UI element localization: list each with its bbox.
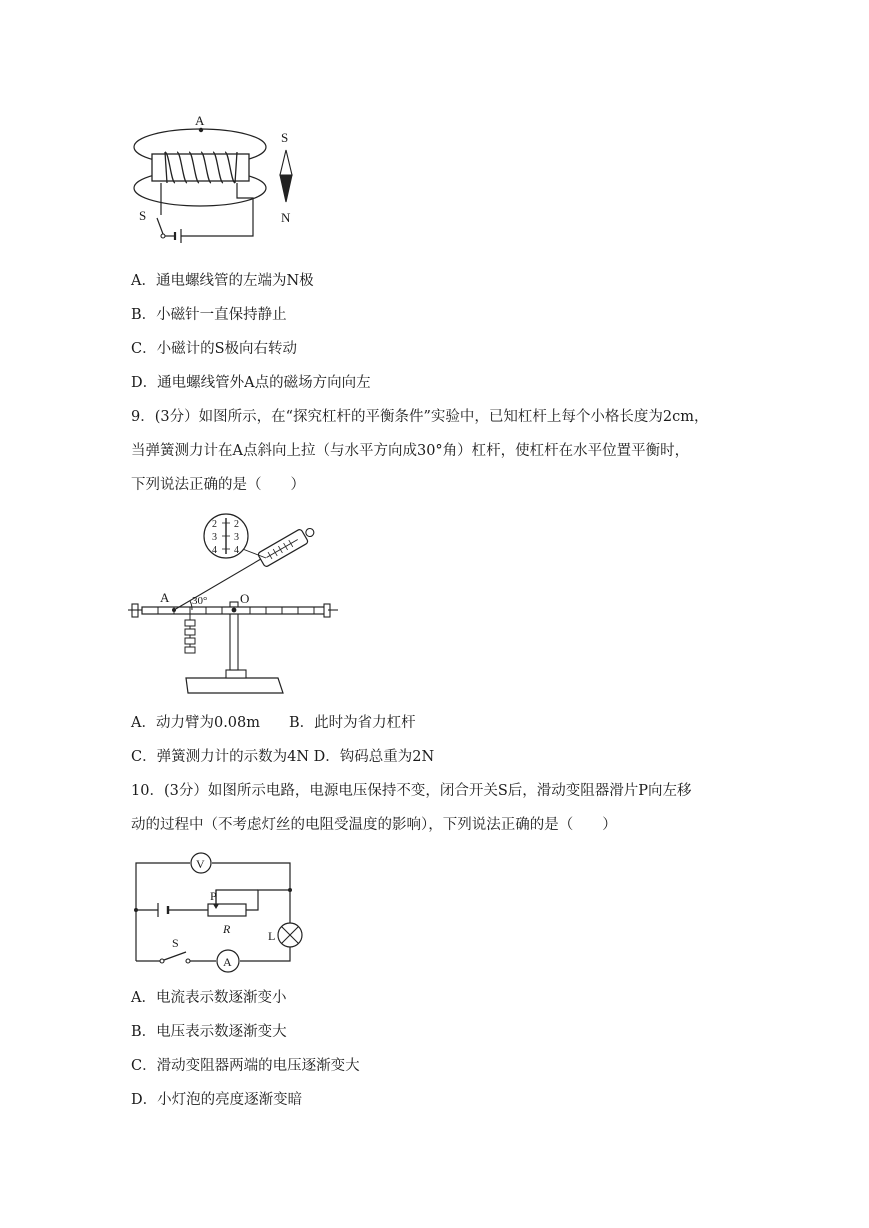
label-s-top: S [281,130,289,145]
switch-contact-left [160,959,164,963]
label-r: R [223,922,231,936]
needle-s-end [280,150,292,175]
q9-option-cd: C．弹簧测力计的示数为4N D．钩码总重为2N [131,749,435,765]
needle-n-end [280,175,292,202]
figure-solenoid [125,110,325,250]
q10-option-a: A．电流表示数逐渐变小 [131,990,287,1006]
label-n: N [281,210,291,225]
label-p: P [210,889,217,903]
label-l: L [268,929,276,943]
lever-diagram [128,508,338,698]
scale-right-4: 4 [234,545,239,556]
label-o: O [240,591,250,606]
q9-stem-line-2: 当弹簧测力计在A点斜向上拉（与水平方向成30°角）杠杆，使杠杆在水平位置平衡时， [131,443,690,459]
q10-option-b: B．电压表示数逐渐变大 [131,1024,287,1040]
q10-stem-line-2: 动的过程中（不考虑灯丝的电阻受温度的影响），下列说法正确的是（ ） [131,817,617,833]
switch-blade [157,218,163,234]
switch-contact [161,234,165,238]
q8-option-c: C．小磁计的S极向右转动 [131,341,298,357]
point-a [199,128,203,132]
label-angle: 30° [192,595,208,607]
switch-blade [164,952,186,960]
figure-lever [128,508,338,698]
spring-balance [257,524,317,568]
q9-stem-line-1: 9．(3分）如图所示，在“探究杠杆的平衡条件”实验中，已知杠杆上每个小格长度为2cm， [131,409,709,425]
pull-string [174,556,266,610]
rheostat [208,904,246,916]
label-a: A [195,113,205,128]
pivot-o [232,608,237,613]
q10-option-d: D．小灯泡的亮度逐渐变暗 [131,1092,303,1108]
solenoid-diagram [125,110,325,250]
label-a: A [223,955,232,969]
q8-option-d: D．通电螺线管外A点的磁场方向向左 [131,375,371,391]
scale-left-4: 4 [212,545,217,556]
q9-stem-line-3: 下列说法正确的是（ ） [131,477,305,493]
scale-left-2: 2 [212,519,217,530]
q8-option-a: A．通电螺线管的左端为N极 [131,273,314,289]
figure-circuit [128,848,308,978]
q10-option-c: C．滑动变阻器两端的电压逐渐变大 [131,1058,360,1074]
label-v: V [196,857,205,871]
label-a: A [160,590,170,605]
q10-stem-line-1: 10．(3分）如图所示电路，电源电压保持不变，闭合开关S后，滑动变阻器滑片P向左移 [131,783,692,799]
stand-base [186,678,283,693]
scale-right-2: 2 [234,519,239,530]
label-switch: S [139,208,147,223]
q8-option-b: B．小磁针一直保持静止 [131,307,287,323]
q9-option-ab: A．动力臂为0.08m B．此时为省力杠杆 [131,715,416,731]
circuit-diagram [128,848,308,978]
label-s: S [172,936,179,950]
switch-contact-right [186,959,190,963]
scale-right-3: 3 [234,532,239,543]
scale-left-3: 3 [212,532,217,543]
